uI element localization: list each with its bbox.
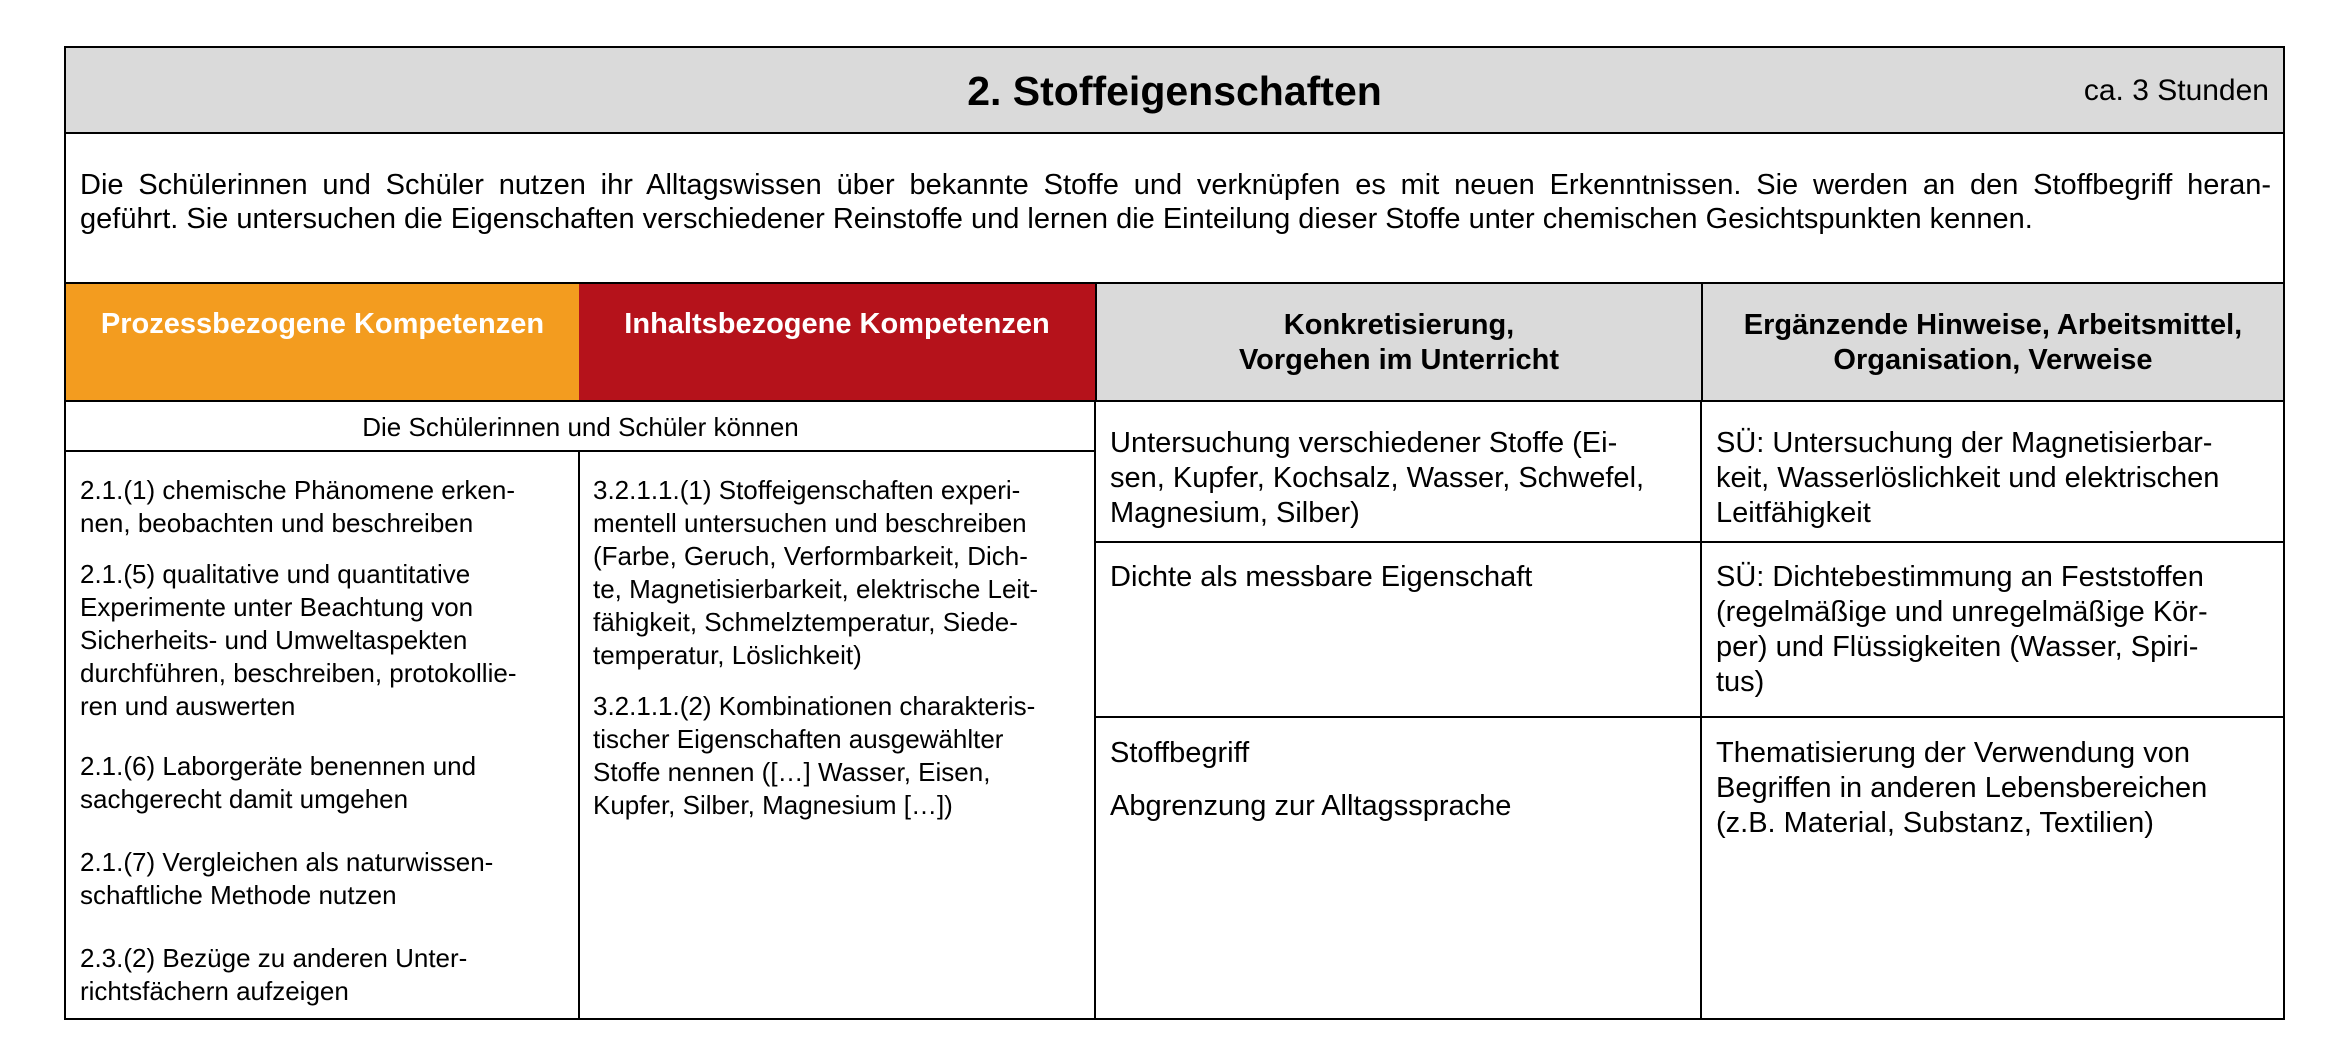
text-line: durchführen, beschreiben, protokollie-: [80, 658, 517, 688]
text-line: SÜ: Untersuchung der Magnetisierbar-: [1716, 427, 2213, 459]
divider: [1095, 541, 2283, 543]
text-line: richtsfächern aufzeigen: [80, 976, 349, 1006]
text-line: sen, Kupfer, Kochsalz, Wasser, Schwefel,: [1110, 462, 1645, 494]
header-concrete-line: Konkretisierung,: [1283, 309, 1515, 341]
text-line: te, Magnetisierbarkeit, elektrische Leit-: [593, 574, 1039, 604]
spacer: [80, 540, 570, 558]
text-line: keit, Wasserlöslichkeit und elektrischen: [1716, 462, 2220, 494]
text-line: tus): [1716, 666, 1765, 698]
text-line: Stoffe nennen ([…] Wasser, Eisen,: [593, 757, 991, 787]
text-line: Stoffbegriff: [1110, 737, 1250, 769]
content-item: [593, 690, 1083, 822]
header-concrete: [1095, 284, 1701, 402]
header-content: Inhaltsbezogene Kompetenzen: [579, 284, 1095, 402]
intro-line: Die Schülerinnen und Schüler nutzen ihr Alltagswissen über bekannte Stoffe und verknüpfen es mit neuen Erkenntnissen. Sie werden an den Stoffbegriff heran-: [80, 169, 2271, 201]
text-line: 2.1.(5) qualitative und quantitative: [80, 559, 471, 589]
text-line: Leitfähigkeit: [1716, 497, 1871, 529]
text-line: Magnesium, Silber): [1110, 497, 1360, 529]
text-line: 3.2.1.1.(2) Kombinationen charakteris-: [593, 691, 1036, 721]
text-line: mentell untersuchen und beschreiben: [593, 508, 1027, 538]
text-line: fähigkeit, Schmelztemperatur, Siede-: [593, 607, 1018, 637]
text-line: Sicherheits- und Umweltaspekten: [80, 625, 468, 655]
divider: [1095, 716, 2283, 718]
concrete-cell-2: [1110, 560, 1690, 595]
text-line: Begriffen in anderen Lebensbereichen: [1716, 772, 2208, 804]
header-concrete-line: Vorgehen im Unterricht: [1238, 344, 1560, 376]
notes-cell-2: [1716, 560, 2276, 700]
concrete-cell-3: [1110, 736, 1690, 824]
process-item: [80, 558, 570, 723]
spacer: [80, 723, 570, 750]
students-can-subheader: Die Schülerinnen und Schüler können: [66, 402, 1095, 452]
text-line: ren und auswerten: [80, 691, 296, 721]
process-item: [80, 942, 570, 1008]
process-item: [80, 474, 570, 540]
header-notes-line: Ergänzende Hinweise, Arbeitsmittel,: [1743, 309, 2243, 341]
divider: [578, 452, 580, 1020]
notes-cell-3: [1716, 736, 2276, 841]
text-line: (regelmäßige und unregelmäßige Kör-: [1716, 596, 2208, 628]
text-line: (Farbe, Geruch, Verformbarkeit, Dich-: [593, 541, 1028, 571]
text-line: 2.1.(6) Laborgeräte benennen und: [80, 751, 477, 781]
text-line: tischer Eigenschaften ausgewählter: [593, 724, 1004, 754]
header-notes: [1701, 284, 2283, 402]
text-line: per) und Flüssigkeiten (Wasser, Spiri-: [1716, 631, 2199, 663]
process-item: [80, 846, 570, 912]
duration-label: ca. 3 Stunden: [2083, 74, 2269, 107]
header-notes-line: Organisation, Verweise: [1833, 344, 2153, 376]
process-list: [80, 474, 570, 1008]
content-list: [593, 474, 1083, 822]
competence-grid: [66, 282, 2283, 1020]
page-title: 2. Stoffeigenschaften: [967, 68, 1382, 114]
header-process: Prozessbezogene Kompetenzen: [66, 284, 579, 402]
concrete-cell-1: [1110, 426, 1690, 531]
spacer: [80, 912, 570, 942]
text-line: 2.3.(2) Bezüge zu anderen Unter-: [80, 943, 468, 973]
curriculum-table: [64, 46, 2285, 1020]
text-line: Untersuchung verschiedener Stoffe (Ei-: [1110, 427, 1618, 459]
divider: [1094, 402, 1096, 1020]
text-line: 2.1.(7) Vergleichen als naturwissen-: [80, 847, 494, 877]
text-line: 2.1.(1) chemische Phänomene erken-: [80, 475, 516, 505]
notes-cell-1: [1716, 426, 2276, 531]
text-line: Dichte als messbare Eigenschaft: [1110, 561, 1533, 593]
spacer: [593, 672, 1083, 690]
text-line: SÜ: Dichtebestimmung an Feststoffen: [1716, 561, 2204, 593]
spacer: [80, 816, 570, 846]
text-line: Experimente unter Beachtung von: [80, 592, 474, 622]
text-line: 3.2.1.1.(1) Stoffeigenschaften experi-: [593, 475, 1021, 505]
text-line: schaftliche Methode nutzen: [80, 880, 397, 910]
content-item: [593, 474, 1083, 672]
text-line: (z.B. Material, Substanz, Textilien): [1716, 807, 2154, 839]
divider: [1700, 402, 1702, 1020]
title-bar: [66, 48, 2283, 134]
text-line: nen, beobachten und beschreiben: [80, 508, 474, 538]
text-line: temperatur, Löslichkeit): [593, 640, 862, 670]
text-line: Thematisierung der Verwendung von: [1716, 737, 2190, 769]
text-line: sachgerecht damit umgehen: [80, 784, 409, 814]
spacer: [1110, 771, 1690, 789]
text-line: Kupfer, Silber, Magnesium […]): [593, 790, 953, 820]
text-line: Abgrenzung zur Alltagssprache: [1110, 790, 1512, 822]
intro-line: geführt. Sie untersuchen die Eigenschaften verschiedener Reinstoffe und lernen die Einteilung dieser Stoffe unter chemischen Gesichtspunkten kennen.: [80, 203, 2033, 235]
intro-paragraph: [80, 168, 2271, 236]
process-item: [80, 750, 570, 816]
